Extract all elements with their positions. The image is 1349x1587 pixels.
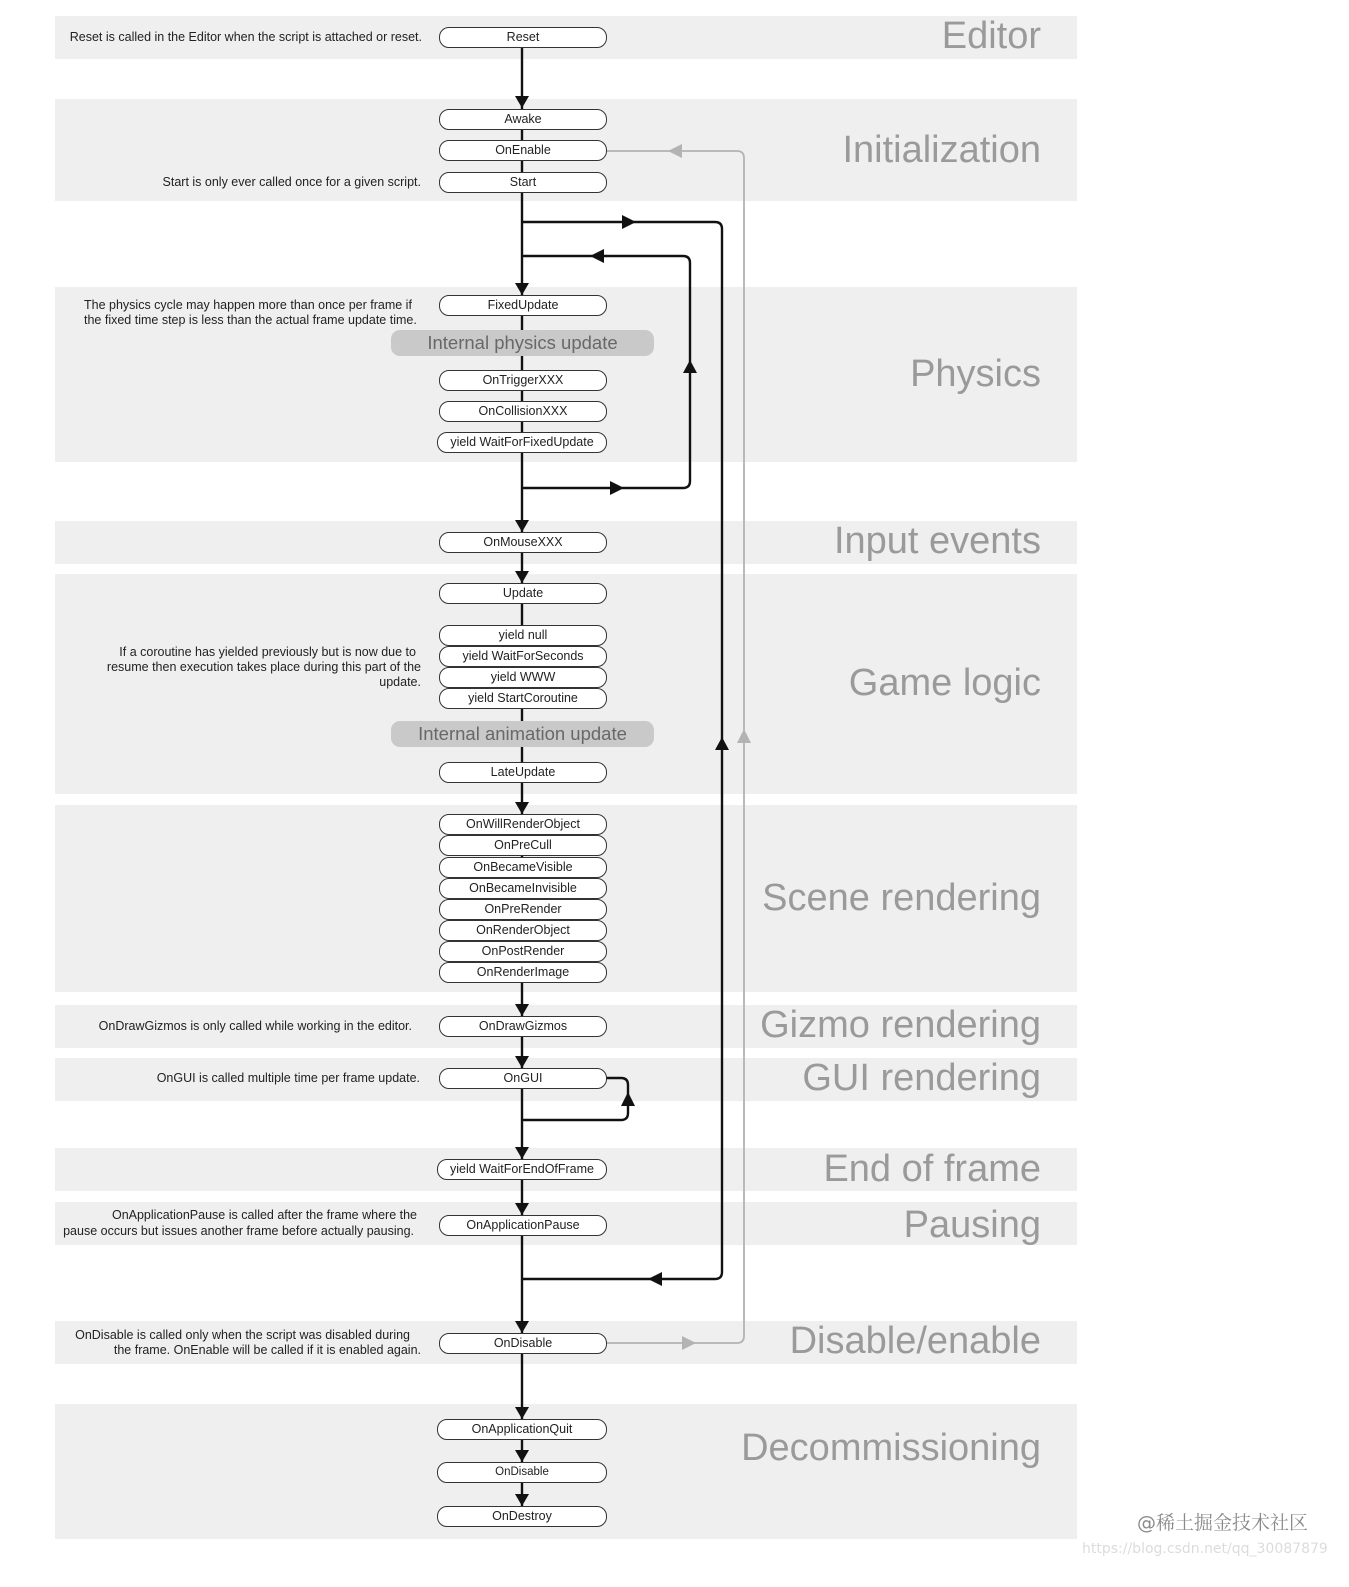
node-on-application-pause: OnApplicationPause	[439, 1215, 607, 1236]
node-on-collision: OnCollisionXXX	[439, 401, 607, 422]
arrow-to-gizmos	[515, 1004, 529, 1016]
arrow-to-fixed-update	[515, 283, 529, 295]
node-on-render-object: OnRenderObject	[439, 920, 607, 941]
note-coroutine-line-3: update.	[379, 675, 421, 689]
arrow-enable-loop-up	[737, 729, 751, 743]
section-title-gizmo-rendering: Gizmo rendering	[760, 1004, 1041, 1046]
watermark-url: https://blog.csdn.net/qq_30087879	[1082, 1541, 1328, 1557]
note-pause-line-2: pause occurs but issues another frame before actually pausing.	[63, 1224, 414, 1238]
note-coroutine-line-2: resume then execution takes place during this part of the	[106, 660, 421, 674]
note-coroutine-line-1: If a coroutine has yielded previously but is now due to	[119, 645, 416, 659]
arrow-frame-loop-up	[715, 737, 729, 750]
node-on-post-render: OnPostRender	[439, 941, 607, 962]
section-title-pausing: Pausing	[903, 1204, 1041, 1246]
node-yield-end-of-frame: yield WaitForEndOfFrame	[437, 1159, 607, 1180]
arrow-physics-loop-up	[683, 360, 697, 373]
arrow-physics-loop-right	[610, 481, 624, 495]
node-yield-start-coroutine: yield StartCoroutine	[439, 688, 607, 709]
section-title-disable-enable: Disable/enable	[789, 1320, 1041, 1362]
node-on-trigger: OnTriggerXXX	[439, 370, 607, 391]
node-fixed-update: FixedUpdate	[439, 295, 607, 316]
arrow-frame-loop-right	[648, 1272, 662, 1286]
node-yield-fixed-update: yield WaitForFixedUpdate	[437, 432, 607, 453]
arrow-frame-loop-left	[622, 215, 636, 229]
internal-physics-update: Internal physics update	[391, 330, 654, 356]
section-title-gui-rendering: GUI rendering	[802, 1057, 1041, 1099]
node-start: Start	[439, 172, 607, 193]
node-awake: Awake	[439, 109, 607, 130]
section-title-editor: Editor	[941, 15, 1041, 57]
node-on-render-image: OnRenderImage	[439, 962, 607, 983]
section-title-end-of-frame: End of frame	[823, 1148, 1041, 1190]
note-pause-line-1: OnApplicationPause is called after the frame where the	[111, 1208, 417, 1222]
note-physics-line-1: The physics cycle may happen more than once per frame if	[84, 298, 412, 312]
node-on-draw-gizmos: OnDrawGizmos	[439, 1016, 607, 1037]
arrow-to-ondisable-2	[515, 1450, 529, 1462]
node-on-disable: OnDisable	[439, 1333, 607, 1354]
note-reset: Reset is called in the Editor when the script is attached or reset.	[69, 30, 422, 44]
node-on-became-visible: OnBecameVisible	[439, 857, 607, 878]
node-on-gui: OnGUI	[439, 1068, 607, 1089]
section-title-physics: Physics	[910, 353, 1041, 395]
node-on-pre-render: OnPreRender	[439, 899, 607, 920]
node-yield-wait-for-seconds: yield WaitForSeconds	[439, 646, 607, 667]
node-late-update: LateUpdate	[439, 762, 607, 783]
arrow-enable-loop-right	[682, 1336, 696, 1350]
arrow-to-gui	[515, 1056, 529, 1068]
arrow-enable-loop-left	[668, 144, 682, 158]
node-on-application-quit: OnApplicationQuit	[437, 1419, 607, 1440]
internal-animation-update: Internal animation update	[391, 721, 654, 747]
arrow-physics-loop-left	[590, 249, 604, 263]
arrow-to-disable	[515, 1321, 529, 1333]
section-title-scene-rendering: Scene rendering	[762, 877, 1041, 919]
node-on-disable-decommission: OnDisable	[437, 1462, 607, 1483]
note-start: Start is only ever called once for a given script.	[162, 175, 421, 189]
arrow-to-mouse	[515, 520, 529, 532]
note-gizmos: OnDrawGizmos is only called while working in the editor.	[98, 1019, 412, 1033]
node-on-became-invisible: OnBecameInvisible	[439, 878, 607, 899]
node-on-will-render-object: OnWillRenderObject	[439, 814, 607, 835]
node-update: Update	[439, 583, 607, 604]
arrow-to-pause	[515, 1203, 529, 1215]
note-gui: OnGUI is called multiple time per frame update.	[156, 1071, 420, 1085]
note-physics-line-2: the fixed time step is less than the actual frame update time.	[84, 313, 417, 327]
arrow-to-awake	[515, 96, 529, 108]
arrow-to-quit	[515, 1407, 529, 1419]
node-on-pre-cull: OnPreCull	[439, 835, 607, 856]
section-title-game-logic: Game logic	[848, 662, 1041, 704]
arrow-gui-loop-up	[621, 1092, 635, 1106]
arrow-to-end-of-frame	[515, 1147, 529, 1159]
watermark-community: @稀土掘金技术社区	[1137, 1512, 1309, 1534]
node-on-enable: OnEnable	[439, 140, 607, 161]
note-disable-line-1: OnDisable is called only when the script was disabled during	[75, 1328, 410, 1342]
node-yield-www: yield WWW	[439, 667, 607, 688]
section-title-input-events: Input events	[833, 520, 1041, 562]
arrow-to-update	[515, 571, 529, 583]
section-title-initialization: Initialization	[842, 129, 1041, 171]
node-on-destroy: OnDestroy	[437, 1506, 607, 1527]
section-title-decommissioning: Decommissioning	[741, 1427, 1041, 1469]
arrow-to-destroy	[515, 1494, 529, 1506]
node-yield-null: yield null	[439, 625, 607, 646]
note-disable-line-2: the frame. OnEnable will be called if it is enabled again.	[113, 1343, 421, 1357]
node-on-mouse: OnMouseXXX	[439, 532, 607, 553]
node-reset: Reset	[439, 27, 607, 48]
arrow-to-render	[515, 802, 529, 814]
